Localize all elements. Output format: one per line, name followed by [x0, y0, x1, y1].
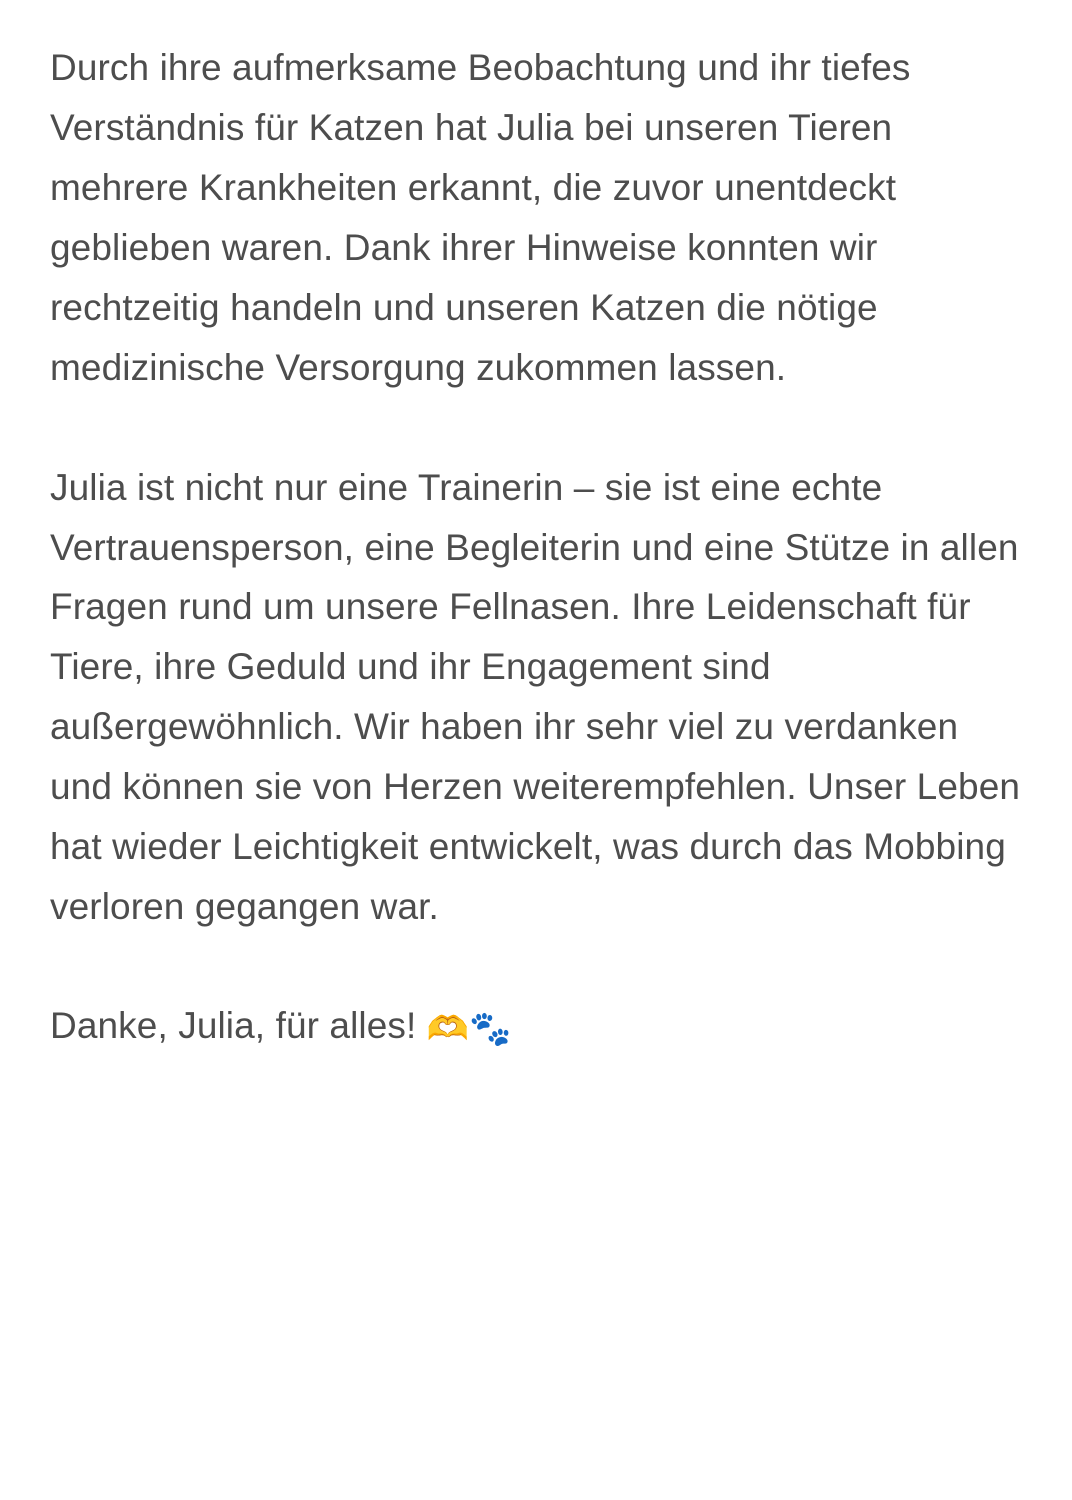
- closing-text: Danke, Julia, für alles!: [50, 1004, 427, 1046]
- paragraph-observation-health: Durch ihre aufmerksame Beobachtung und ihr tiefes Verständnis für Katzen hat Julia bei unseren Tieren mehrere Krankheiten erkannt, die zuvor unentdeckt geblieben waren. Dank ihrer Hinweise konnten wir rechtzeitig handeln und unseren Katzen die nötige medizinische Versorgung zukommen lassen.: [50, 47, 921, 388]
- paragraph-closing-thanks: [50, 996, 1022, 1056]
- testimonial-body: [50, 38, 1031, 1055]
- paragraph-trust-recommendation: Julia ist nicht nur eine Trainerin – sie ist eine echte Vertrauensperson, eine Begleiterin und eine Stütze in allen Fragen rund um unsere Fellnasen. Ihre Leidenschaft für Tiere, ihre Geduld und ihr Engagement sind außergewöhnlich. Wir haben ihr sehr viel zu verdanken und können sie von Herzen weiterempfehlen. Unser Leben hat wieder Leichtigkeit entwickelt, was durch das Mobbing verloren gegangen war.: [50, 466, 1031, 928]
- heart-hands-and-paw-prints-icon: 🫶🐾: [426, 1008, 512, 1049]
